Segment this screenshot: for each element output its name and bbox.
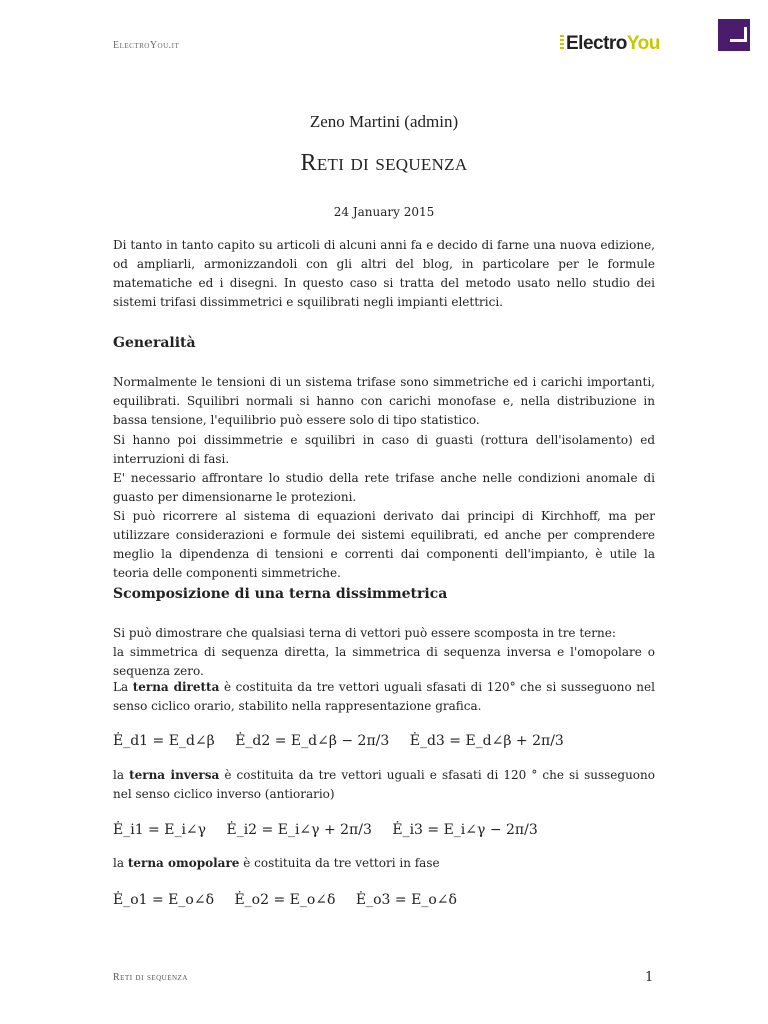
section-heading-scomposizione: Scomposizione di una terna dissimmetrica xyxy=(113,586,448,602)
running-title: Reti di sequenza xyxy=(113,972,188,983)
equation: Ė_d2 = E_d∠β − 2π/3 xyxy=(235,733,390,749)
equations-omopolare xyxy=(113,892,457,908)
equation: Ė_o2 = E_o∠δ xyxy=(234,892,336,908)
section2-paragraph-2: la simmetrica di sequenza diretta, la simmetrica di sequenza inversa e l'omopolare o sequenza zero. xyxy=(113,645,655,678)
section1-paragraph-4: Si può ricorrere al sistema di equazioni derivato dai principi di Kirchhoff, ma per utilizzare considerazioni e formule dei sistemi equilibrati, ed anche per comprendere meglio la dipendenza di tensioni e correnti dai componenti dell'impianto, è utile la teoria delle componenti simmetriche. xyxy=(113,509,655,580)
equation: Ė_d3 = E_d∠β + 2π/3 xyxy=(409,733,564,749)
equation: Ė_o1 = E_o∠δ xyxy=(113,892,214,908)
term-terna-omopolare: terna omopolare xyxy=(127,856,240,870)
term-terna-diretta: terna diretta xyxy=(132,680,220,694)
section1-paragraph-3: E' necessario affrontare lo studio della rete trifase anche nelle condizioni anomale di guasto per dimensionarne le protezioni. xyxy=(113,471,655,504)
corner-badge-icon xyxy=(718,19,750,51)
term-terna-inversa: terna inversa xyxy=(129,768,220,782)
logo-main-text: Electro xyxy=(566,33,627,54)
electroyou-logo[interactable] xyxy=(560,33,660,55)
lead-word: la xyxy=(113,768,124,782)
logo-bars-icon xyxy=(560,35,564,51)
equation: Ė_o3 = E_o∠δ xyxy=(355,892,457,908)
equations-diretta xyxy=(113,733,564,749)
intro-paragraph: Di tanto in tanto capito su articoli di alcuni anni fa e decido di farne una nuova edizione, od ampliarli, armonizzandoli con gli altri del blog, in particolare per le formule matematiche ed i disegni. In questo caso si tratta del metodo usato nello studio dei sistemi trifasi dissimmetrici e squilibrati negli impianti elettrici. xyxy=(113,238,655,309)
equation: Ė_d1 = E_d∠β xyxy=(113,733,215,749)
site-label: ElectroYou.it xyxy=(113,40,180,51)
terna-omopolare-paragraph xyxy=(113,854,655,873)
terna-omopolare-description: è costituita da tre vettori in fase xyxy=(243,856,440,870)
lead-word: la xyxy=(113,856,124,870)
section2-paragraph-1: Si può dimostrare che qualsiasi terna di vettori può essere scomposta in tre terne: xyxy=(113,626,616,640)
terna-inversa-paragraph xyxy=(113,766,655,804)
publish-date: 24 January 2015 xyxy=(333,205,435,219)
page-number: 1 xyxy=(645,970,654,985)
terna-inversa-description: è costituita da tre vettori uguali e sfasati di 120 ° che si susseguono nel senso ciclico inverso (antiorario) xyxy=(113,768,655,801)
lead-word: La xyxy=(113,680,129,694)
page-title: Reti di sequenza xyxy=(300,150,468,176)
equation: Ė_i1 = E_i∠γ xyxy=(113,822,207,838)
section1-paragraph-1: Normalmente le tensioni di un sistema trifase sono simmetriche ed i carichi importanti, equilibrati. Squilibri normali si hanno con carichi monofase e, nella distribuzione in bassa tensione, l'equilibrio può essere solo di tipo statistico. xyxy=(113,375,655,427)
section-heading-generalita: Generalità xyxy=(113,335,196,351)
equation: Ė_i3 = E_i∠γ − 2π/3 xyxy=(392,822,538,838)
section1-paragraph-2: Si hanno poi dissimmetrie e squilibri in caso di guasti (rottura dell'isolamento) ed interruzioni di fasi. xyxy=(113,433,655,466)
terna-diretta-description: è costituita da tre vettori uguali sfasati di 120° che si susseguono nel senso ciclico orario, stabilito nella rappresentazione grafica. xyxy=(113,680,655,713)
logo-accent-text: You xyxy=(626,33,660,54)
terna-diretta-paragraph xyxy=(113,678,655,716)
author: Zeno Martini (admin) xyxy=(309,112,459,131)
equation: Ė_i2 = E_i∠γ + 2π/3 xyxy=(226,822,372,838)
equations-inversa xyxy=(113,822,538,838)
